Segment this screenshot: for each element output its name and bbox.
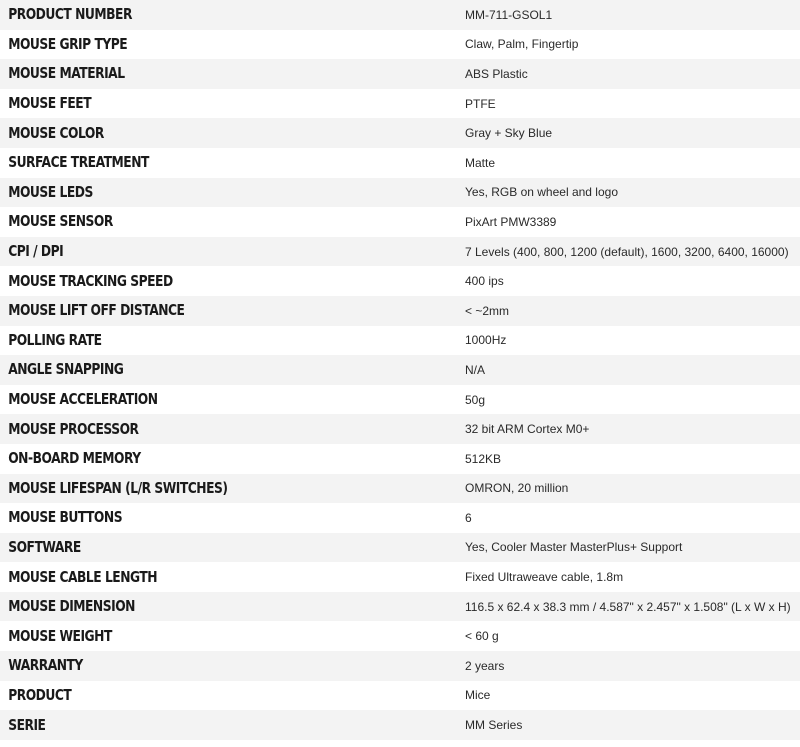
spec-row-weight <box>0 621 800 651</box>
spec-value: Gray + Sky Blue <box>465 126 553 141</box>
spec-row-acceleration <box>0 385 800 415</box>
spec-label: MOUSE CABLE LENGTH <box>8 567 158 586</box>
spec-label: WARRANTY <box>8 656 83 675</box>
spec-row-tracking-speed <box>0 266 800 296</box>
spec-label: MOUSE SENSOR <box>8 212 113 231</box>
spec-row-surface-treatment <box>0 148 800 178</box>
spec-row-leds <box>0 178 800 208</box>
spec-value: 50g <box>465 392 486 407</box>
spec-value: MM Series <box>465 718 523 733</box>
spec-label: ON-BOARD MEMORY <box>8 449 141 468</box>
spec-row-warranty <box>0 651 800 681</box>
spec-label: PRODUCT <box>8 685 72 704</box>
spec-label: CPI / DPI <box>8 242 64 261</box>
spec-label: MOUSE WEIGHT <box>8 626 112 645</box>
spec-row-material <box>0 59 800 89</box>
spec-row-angle-snapping <box>0 355 800 385</box>
spec-row-serie <box>0 710 800 740</box>
spec-value: N/A <box>465 362 486 377</box>
spec-label: MOUSE PROCESSOR <box>8 419 139 438</box>
spec-label: MOUSE BUTTONS <box>8 508 123 527</box>
spec-label: MOUSE ACCELERATION <box>8 390 158 409</box>
spec-row-polling-rate <box>0 326 800 356</box>
spec-value: PTFE <box>465 96 496 111</box>
spec-value: 116.5 x 62.4 x 38.3 mm / 4.587" x 2.457" x 1.508" (L x W x H) <box>465 599 791 614</box>
spec-label: MOUSE TRACKING SPEED <box>8 271 173 290</box>
spec-value: MM-711-GSOL1 <box>465 7 553 22</box>
spec-row-product <box>0 681 800 711</box>
spec-value: 6 <box>465 510 472 525</box>
spec-label: ANGLE SNAPPING <box>8 360 124 379</box>
spec-value: Fixed Ultraweave cable, 1.8m <box>465 570 624 585</box>
spec-row-onboard-memory <box>0 444 800 474</box>
spec-value: Mice <box>465 688 491 703</box>
spec-row-grip-type <box>0 30 800 60</box>
spec-value: Yes, Cooler Master MasterPlus+ Support <box>465 540 683 555</box>
spec-row-lift-off-distance <box>0 296 800 326</box>
spec-value: ABS Plastic <box>465 66 528 81</box>
spec-label: SERIE <box>8 715 46 734</box>
spec-row-lifespan <box>0 474 800 504</box>
spec-row-feet <box>0 89 800 119</box>
spec-value: 400 ips <box>465 274 504 289</box>
spec-value: < 60 g <box>465 629 499 644</box>
spec-label: MOUSE GRIP TYPE <box>8 34 128 53</box>
spec-value: 32 bit ARM Cortex M0+ <box>465 422 590 437</box>
spec-label: MOUSE COLOR <box>8 123 104 142</box>
spec-label: MOUSE MATERIAL <box>8 64 125 83</box>
spec-label: SURFACE TREATMENT <box>8 153 149 172</box>
spec-label: MOUSE LEDS <box>8 182 93 201</box>
spec-value: 2 years <box>465 658 505 673</box>
spec-label: MOUSE LIFT OFF DISTANCE <box>8 301 185 320</box>
spec-value: OMRON, 20 million <box>465 481 569 496</box>
spec-row-product-number <box>0 0 800 30</box>
spec-value: 7 Levels (400, 800, 1200 (default), 1600, 3200, 6400, 16000) <box>465 244 789 259</box>
spec-row-buttons <box>0 503 800 533</box>
spec-value: 512KB <box>465 451 502 466</box>
spec-value: Yes, RGB on wheel and logo <box>465 185 618 200</box>
spec-value: Matte <box>465 155 496 170</box>
spec-value: 1000Hz <box>465 333 507 348</box>
spec-label: PRODUCT NUMBER <box>8 5 132 24</box>
spec-value: < ~2mm <box>465 303 510 318</box>
spec-row-color <box>0 118 800 148</box>
spec-row-processor <box>0 414 800 444</box>
spec-label: MOUSE FEET <box>8 94 92 113</box>
spec-value: PixArt PMW3389 <box>465 214 557 229</box>
spec-row-dimension <box>0 592 800 622</box>
spec-value: Claw, Palm, Fingertip <box>465 37 579 52</box>
spec-row-cpi-dpi <box>0 237 800 267</box>
spec-label: MOUSE DIMENSION <box>8 597 135 616</box>
spec-label: MOUSE LIFESPAN (L/R SWITCHES) <box>8 478 228 497</box>
spec-row-software <box>0 533 800 563</box>
spec-label: SOFTWARE <box>8 537 81 556</box>
spec-label: POLLING RATE <box>8 330 102 349</box>
spec-row-sensor <box>0 207 800 237</box>
spec-row-cable-length <box>0 562 800 592</box>
